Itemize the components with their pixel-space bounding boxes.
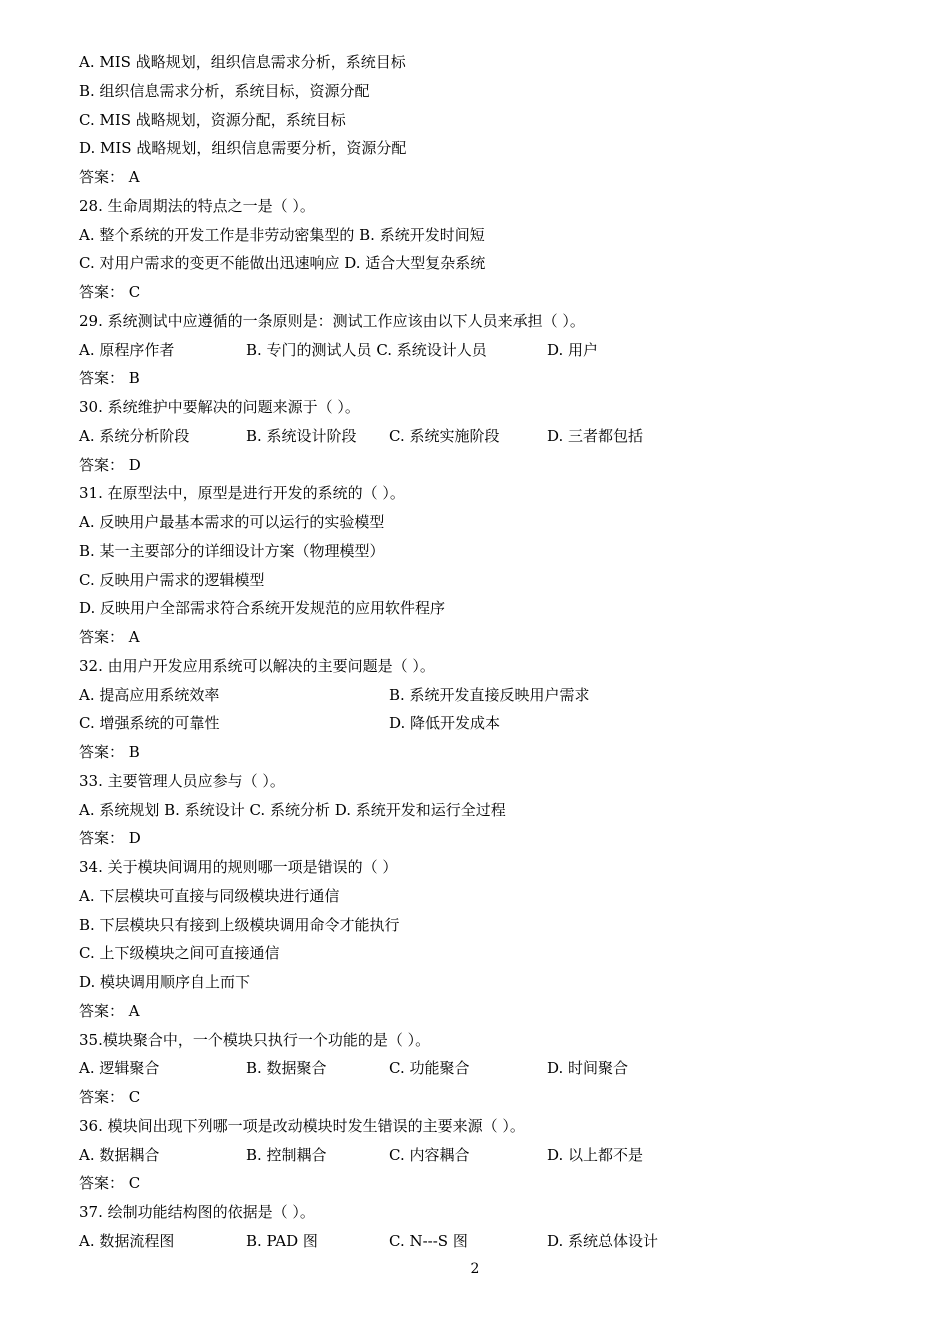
q37-options (79, 1227, 879, 1256)
q32-options-ab (79, 681, 879, 710)
q27-option-c: C. MIS 战略规划，资源分配，系统目标 (79, 110, 346, 129)
q33-answer: 答案： D (79, 829, 141, 848)
q31-option-c: C. 反映用户需求的逻辑模型 (79, 570, 265, 589)
q37-option-c: C. N---S 图 (389, 1231, 468, 1250)
q35-option-a: A. 逻辑聚合 (79, 1059, 160, 1078)
q36-question: 36. 模块间出现下列哪一项是改动模块时发生错误的主要来源（ ）。 (79, 1116, 525, 1135)
q27-option-a: A. MIS 战略规划，组织信息需求分析，系统目标 (79, 53, 406, 71)
q37-option-d: D. 系统总体设计 (547, 1231, 659, 1250)
q36-option-c: C. 内容耦合 (389, 1145, 470, 1164)
q37-option-b: B. PAD 图 (246, 1231, 318, 1250)
q27-answer: 答案： A (79, 168, 140, 186)
q28-question: 28. 生命周期法的特点之一是（ ）。 (79, 196, 315, 215)
q30-option-d: D. 三者都包括 (547, 426, 644, 445)
q34-option-b: B. 下层模块只有接到上级模块调用命令才能执行 (79, 915, 400, 934)
q32-question: 32. 由用户开发应用系统可以解决的主要问题是（ ）。 (79, 656, 435, 675)
q30-options (79, 422, 879, 451)
q34-option-c: C. 上下级模块之间可直接通信 (79, 944, 280, 963)
q29-option-a: A. 原程序作者 (79, 340, 175, 359)
page-number: 2 (470, 1261, 480, 1277)
q30-option-a: A. 系统分析阶段 (79, 426, 190, 445)
q32-options-cd (79, 709, 879, 738)
q27-option-d: D. MIS 战略规划，组织信息需要分析，资源分配 (79, 139, 407, 158)
q35-option-c: C. 功能聚合 (389, 1059, 470, 1078)
q32-option-d: D. 降低开发成本 (389, 714, 501, 733)
q36-answer: 答案： C (79, 1174, 141, 1193)
q35-option-b: B. 数据聚合 (246, 1059, 327, 1078)
q30-option-b: B. 系统设计阶段 (246, 426, 357, 445)
q31-option-d: D. 反映用户全部需求符合系统开发规范的应用软件程序 (79, 599, 446, 618)
q28-options-cd: C. 对用户需求的变更不能做出迅速响应 D. 适合大型复杂系统 (79, 254, 486, 273)
document-page (79, 48, 879, 1256)
q30-answer: 答案： D (79, 455, 141, 474)
q36-options (79, 1141, 879, 1170)
q37-question: 37. 绘制功能结构图的依据是（ ）。 (79, 1203, 315, 1221)
q35-answer: 答案： C (79, 1088, 141, 1106)
q27-option-b: B. 组织信息需求分析，系统目标，资源分配 (79, 81, 370, 100)
q34-option-a: A. 下层模块可直接与同级模块进行通信 (79, 886, 340, 905)
q29-option-d: D. 用户 (547, 340, 599, 359)
q32-option-b: B. 系统开发直接反映用户需求 (389, 685, 590, 704)
q35-question: 35.模块聚合中，一个模块只执行一个功能的是（ ）。 (79, 1030, 431, 1049)
q36-option-d: D. 以上都不是 (547, 1145, 644, 1164)
q34-question: 34. 关于模块间调用的规则哪一项是错误的（ ） (79, 858, 398, 876)
q32-option-c: C. 增强系统的可靠性 (79, 714, 220, 733)
q35-option-d: D. 时间聚合 (547, 1059, 629, 1078)
q31-option-a: A. 反映用户最基本需求的可以运行的实验模型 (79, 513, 385, 531)
q36-option-a: A. 数据耦合 (79, 1145, 160, 1164)
q28-options-ab: A. 整个系统的开发工作是非劳动密集型的 B. 系统开发时间短 (79, 225, 485, 244)
q34-answer: 答案： A (79, 1001, 140, 1020)
q31-answer: 答案： A (79, 628, 140, 646)
q29-answer: 答案： B (79, 369, 140, 388)
q32-option-a: A. 提高应用系统效率 (79, 685, 220, 704)
q31-question: 31. 在原型法中，原型是进行开发的系统的（ ）。 (79, 484, 405, 503)
q28-answer: 答案： C (79, 283, 141, 301)
q31-option-b: B. 某一主要部分的详细设计方案（物理模型） (79, 541, 385, 560)
q33-question: 33. 主要管理人员应参与（ ）。 (79, 771, 285, 790)
q34-option-d: D. 模块调用顺序自上而下 (79, 973, 251, 991)
q32-answer: 答案： B (79, 743, 140, 761)
q35-options (79, 1054, 879, 1083)
q29-question: 29. 系统测试中应遵循的一条原则是：测试工作应该由以下人员来承担（ ）。 (79, 311, 585, 330)
q30-option-c: C. 系统实施阶段 (389, 426, 500, 445)
q33-options: A. 系统规划 B. 系统设计 C. 系统分析 D. 系统开发和运行全过程 (79, 800, 506, 819)
q29-option-bc: B. 专门的测试人员 C. 系统设计人员 (246, 340, 487, 359)
q36-option-b: B. 控制耦合 (246, 1145, 327, 1164)
q30-question: 30. 系统维护中要解决的问题来源于（ ）。 (79, 398, 360, 416)
q37-option-a: A. 数据流程图 (79, 1231, 175, 1250)
q29-options (79, 336, 879, 365)
